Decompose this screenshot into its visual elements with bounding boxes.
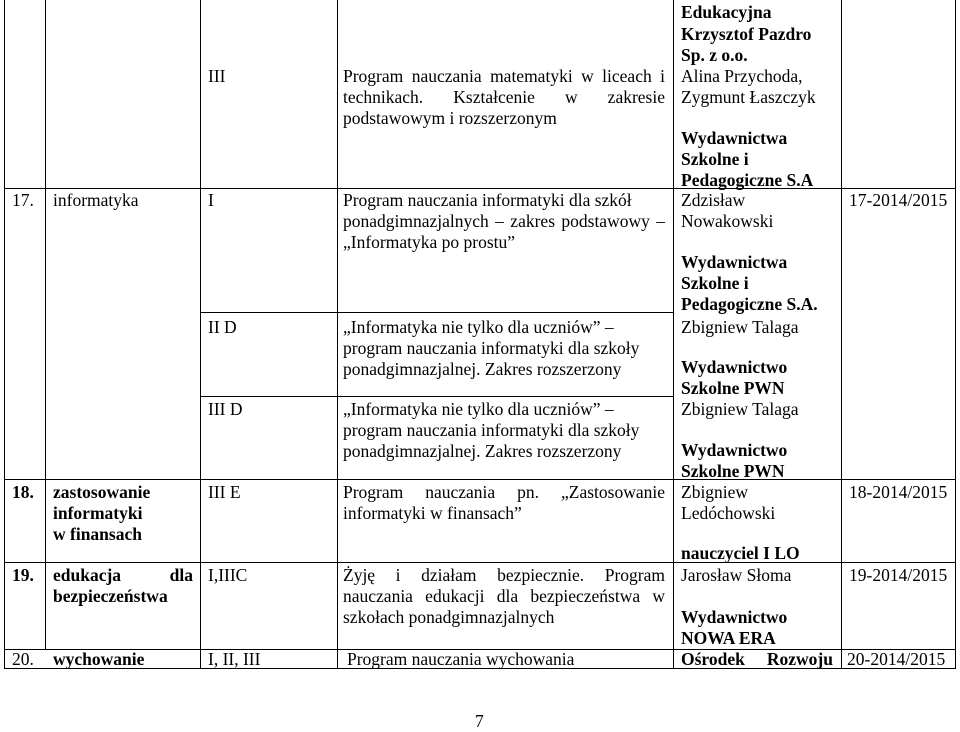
author-cell: Zygmunt Łaszczyk	[681, 87, 816, 107]
table-vline	[337, 0, 338, 669]
program-cell: program nauczania informatyki dla szkoły	[343, 420, 640, 440]
author-cell: Nowakowski	[681, 211, 774, 231]
program-cell: ponadgimnazjalnej. Zakres rozszerzony	[343, 441, 622, 461]
table-hline	[200, 396, 674, 397]
publisher-cell: nauczyciel I LO	[681, 543, 800, 563]
program-cell: technikach. Kształcenie w zakresie	[343, 87, 665, 107]
publisher-cell: Pedagogiczne S.A	[681, 170, 814, 190]
publisher-cell: Wydawnictwo	[681, 440, 788, 460]
publisher-cell: Sp. z o.o.	[681, 45, 748, 65]
row-number: 20.	[12, 649, 34, 669]
publisher-cell: Pedagogiczne S.A.	[681, 294, 818, 314]
subject-cell: bezpieczeństwa	[53, 586, 168, 606]
class-cell: II D	[208, 317, 237, 337]
publisher-cell: Wydawnictwa	[681, 252, 788, 272]
author-cell: Alina Przychoda,	[681, 66, 803, 86]
author-cell: Zbigniew Talaga	[681, 399, 799, 419]
program-cell: szkołach ponadgimnazjalnych	[343, 607, 555, 627]
registration-number: 17-2014/2015	[849, 190, 948, 210]
subject-cell: informatyki	[53, 503, 143, 523]
table-hline	[4, 479, 956, 480]
author-cell: Zdzisław	[681, 190, 746, 210]
table-vline	[200, 0, 201, 669]
program-cell: „Informatyka nie tylko dla uczniów” –	[343, 399, 614, 419]
row-number: 19.	[12, 565, 34, 585]
author-cell: Zbigniew	[681, 482, 749, 502]
publisher-cell: Krzysztof Pazdro	[681, 24, 812, 44]
author-cell: Zbigniew Talaga	[681, 317, 799, 337]
program-cell: program nauczania informatyki dla szkoły	[343, 338, 640, 358]
program-cell: Program nauczania pn. „Zastosowanie	[343, 482, 665, 502]
table-vline	[45, 0, 46, 650]
class-cell: III D	[208, 399, 243, 419]
table-vline	[841, 0, 842, 669]
program-cell: Program nauczania informatyki dla szkół	[343, 190, 632, 210]
table-vline	[4, 0, 5, 669]
program-cell: Program nauczania wychowania	[347, 649, 575, 669]
subject-cell: zastosowanie	[53, 482, 151, 502]
class-cell: III	[208, 66, 226, 86]
subject-cell: wychowanie	[53, 649, 145, 669]
class-cell: I,IIIC	[208, 565, 248, 585]
program-cell: podstawowym i rozszerzonym	[343, 108, 557, 128]
publisher-cell: Edukacyjna	[681, 2, 772, 22]
program-cell: „Informatyka nie tylko dla uczniów” –	[343, 317, 614, 337]
table-vline	[673, 0, 674, 669]
subject-cell: w finansach	[53, 524, 142, 544]
publisher-cell: Wydawnictwa	[681, 128, 788, 148]
class-cell: I, II, III	[208, 649, 261, 669]
registration-number: 19-2014/2015	[849, 565, 948, 585]
row-number: 18.	[12, 482, 34, 502]
class-cell: I	[208, 190, 214, 210]
row-number: 17.	[12, 190, 34, 210]
publisher-cell: NOWA ERA	[681, 628, 776, 648]
publisher-cell: Szkolne i	[681, 149, 749, 169]
publisher-cell: Szkolne i	[681, 273, 749, 293]
table-hline	[200, 312, 674, 313]
page-number: 7	[475, 711, 484, 731]
table-vline	[955, 0, 956, 669]
program-cell: informatyki w finansach”	[343, 503, 522, 523]
class-cell: III E	[208, 482, 241, 502]
author-cell: Jarosław Słoma	[681, 565, 792, 585]
program-cell: ponadgimnazjalnych – zakres podstawowy –	[343, 211, 665, 231]
program-cell: Żyję i działam bezpiecznie. Program	[343, 565, 665, 585]
program-cell: „Informatyka po prostu”	[343, 232, 516, 252]
author-cell: Ledóchowski	[681, 503, 776, 523]
publisher-cell: Szkolne PWN	[681, 461, 785, 481]
registration-number: 18-2014/2015	[849, 482, 948, 502]
publisher-cell: Ośrodek Rozwoju	[681, 649, 833, 669]
program-cell: nauczania edukacji dla bezpieczeństwa w	[343, 586, 665, 606]
program-cell: ponadgimnazjalnej. Zakres rozszerzony	[343, 359, 622, 379]
registration-number: 20-2014/2015	[847, 649, 946, 669]
program-cell: Program nauczania matematyki w liceach i	[343, 66, 665, 86]
publisher-cell: Szkolne PWN	[681, 378, 785, 398]
subject-cell: informatyka	[53, 190, 139, 210]
publisher-cell: Wydawnictwo	[681, 357, 788, 377]
publisher-cell: Wydawnictwo	[681, 607, 788, 627]
table-hline	[4, 562, 956, 563]
subject-cell: edukacja dla	[53, 565, 193, 585]
